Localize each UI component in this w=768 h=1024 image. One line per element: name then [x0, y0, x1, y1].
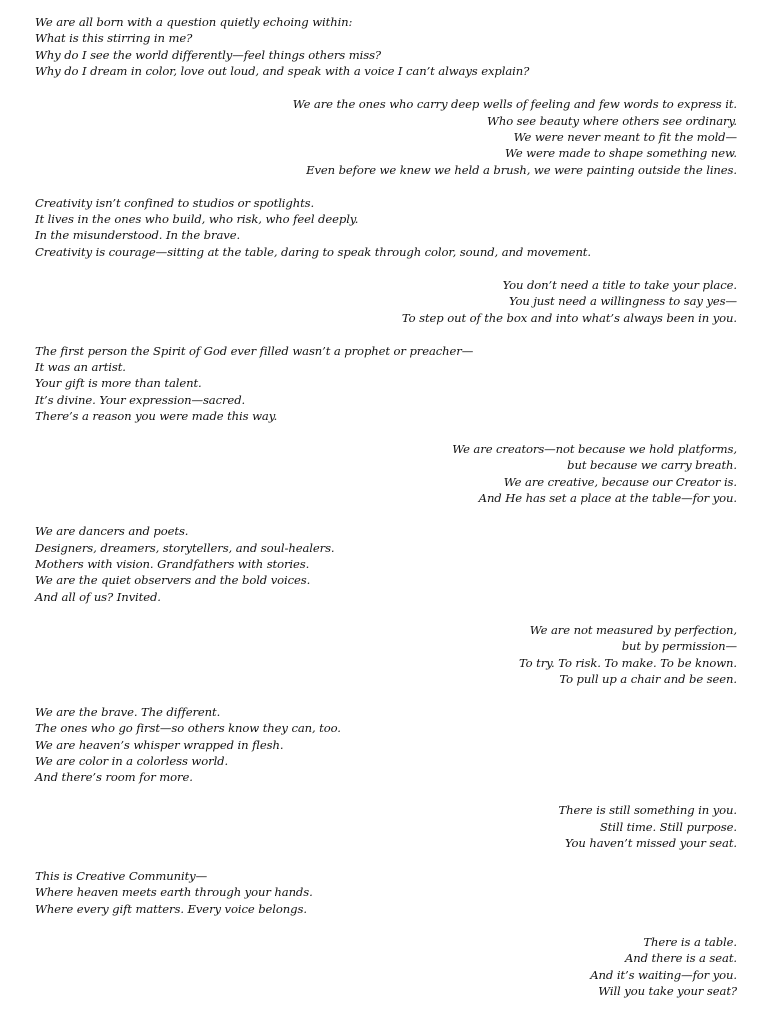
poem-line: Will you take your seat?: [598, 984, 737, 998]
poem-line: And there’s room for more.: [35, 770, 193, 785]
poem-line: You just need a willingness to say yes—: [508, 294, 737, 309]
poem-line: We are heaven’s whisper wrapped in flesh.: [35, 737, 284, 752]
poem-line: Where every gift matters. Every voice belongs.: [35, 901, 307, 916]
poem-line: We are dancers and poets.: [35, 524, 189, 539]
stanza: [35, 14, 737, 80]
poem-line: We are the ones who carry deep wells of feeling and few words to express it.: [292, 97, 737, 112]
poem-line: Why do I see the world differently—feel things others miss?: [35, 47, 382, 62]
poem-line: The ones who go first—so others know they can, too.: [35, 721, 341, 736]
poem-line: Why do I dream in color, love out loud, and speak with a voice I can’t always explain?: [35, 64, 530, 79]
poem-line: And all of us? Invited.: [35, 589, 161, 604]
stanza: [35, 802, 737, 851]
poem-line: We were never meant to fit the mold—: [513, 129, 737, 144]
stanza: [35, 441, 737, 507]
poem-line: We are color in a colorless world.: [35, 754, 229, 769]
stanza: [35, 622, 737, 688]
poem-line: It’s divine. Your expression—sacred.: [35, 392, 246, 407]
poem-line: The first person the Spirit of God ever filled wasn’t a prophet or preacher—: [35, 343, 474, 358]
poem-line: There is still something in you.: [558, 803, 737, 818]
poem-line: And there is a seat.: [624, 951, 737, 966]
poem-line: To step out of the box and into what’s always been in you.: [401, 310, 737, 325]
poem-line: This is Creative Community—: [35, 869, 208, 884]
poem-line: It was an artist.: [35, 359, 126, 374]
poem-line: Designers, dreamers, storytellers, and soul-healers.: [35, 540, 335, 555]
poem-line: Who see beauty where others see ordinary.: [487, 113, 737, 128]
stanza: [35, 195, 737, 261]
poem-line: Your gift is more than talent.: [35, 376, 202, 391]
poem-line: You haven’t missed your seat.: [564, 836, 737, 851]
poem-line: What is this stirring in me?: [35, 31, 193, 46]
poem-line: Mothers with vision. Grandfathers with stories.: [35, 556, 310, 571]
poem-line: In the misunderstood. In the brave.: [35, 228, 241, 243]
poem-line: We are creators—not because we hold platforms,: [452, 442, 737, 457]
stanza: [35, 96, 737, 178]
poem: [35, 14, 737, 1016]
poem-line: We were made to shape something new.: [504, 146, 737, 161]
poem-line: You don’t need a title to take your place.: [502, 277, 737, 292]
poem-line: It lives in the ones who build, who risk, who feel deeply.: [35, 212, 359, 227]
poem-line: Still time. Still purpose.: [599, 819, 737, 834]
poem-line: There’s a reason you were made this way.: [35, 409, 278, 424]
poem-line: Even before we knew we held a brush, we were painting outside the lines.: [306, 162, 737, 177]
stanza: [35, 934, 737, 1000]
poem-line: There is a table.: [643, 934, 737, 949]
stanza: [35, 868, 737, 917]
stanza: [35, 343, 737, 425]
poem-line: To pull up a chair and be seen.: [559, 671, 737, 686]
stanza: [35, 523, 737, 605]
poem-line: And it’s waiting—for you.: [590, 967, 737, 982]
poem-line: Where heaven meets earth through your hands.: [35, 885, 313, 900]
poem-line: Creativity isn’t confined to studios or spotlights.: [35, 195, 315, 210]
poem-line: We are creative, because our Creator is.: [503, 474, 737, 489]
stanza: [35, 277, 737, 326]
poem-line: We are the brave. The different.: [35, 704, 221, 719]
poem-line: And He has set a place at the table—for you.: [478, 491, 737, 506]
poem-line: We are all born with a question quietly echoing within:: [35, 15, 353, 29]
poem-line: To try. To risk. To make. To be known.: [518, 655, 737, 670]
poem-line: but by permission—: [621, 639, 737, 654]
poem-line: but because we carry breath.: [567, 458, 737, 473]
poem-line: We are not measured by perfection,: [529, 622, 737, 637]
stanza: [35, 704, 737, 786]
poem-line: Creativity is courage—sitting at the table, daring to speak through color, sound, and movement.: [35, 244, 591, 259]
poem-line: We are the quiet observers and the bold voices.: [35, 573, 311, 588]
